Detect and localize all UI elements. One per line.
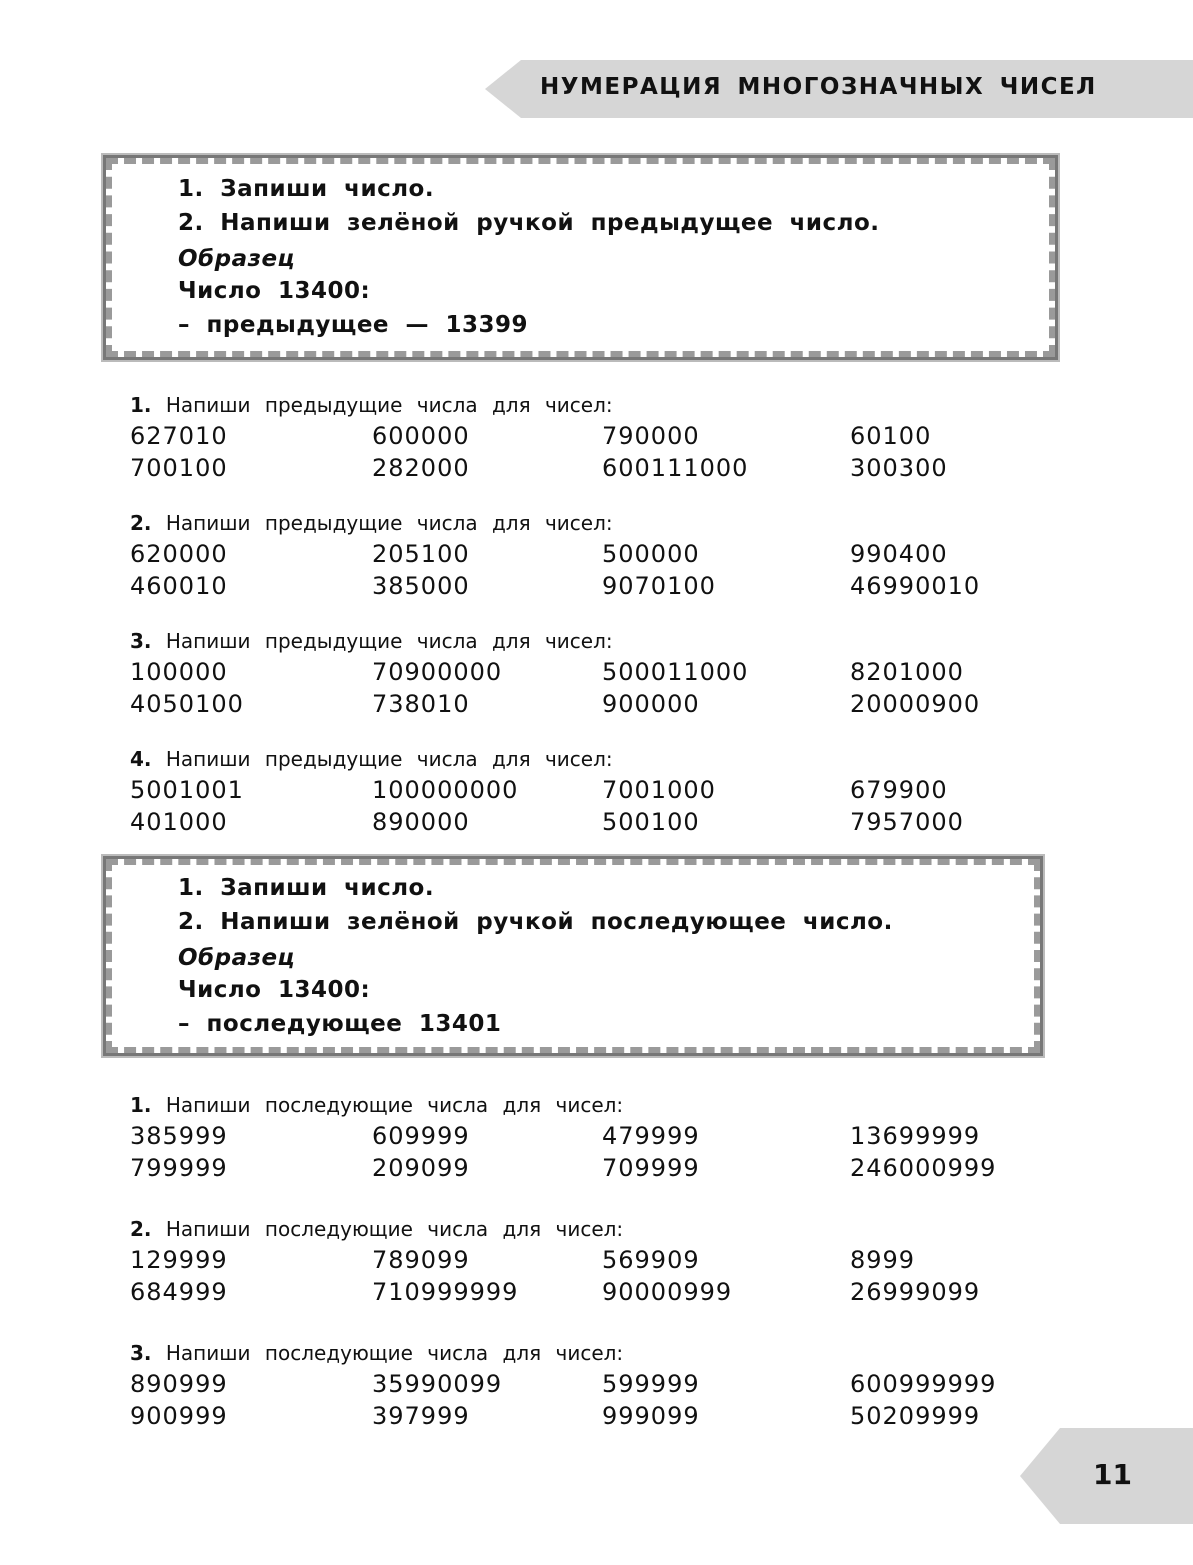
exercise-previous-4 <box>130 744 1130 838</box>
number-cell: 999099 <box>602 1402 700 1430</box>
number-row <box>130 1152 1130 1184</box>
number-cell: 8999 <box>850 1246 916 1274</box>
number-row <box>130 420 1130 452</box>
number-cell: 385000 <box>372 572 470 600</box>
number-cell: 7001000 <box>602 776 716 804</box>
number-cell: 600000 <box>372 422 470 450</box>
number-cell: 600999999 <box>850 1370 997 1398</box>
number-cell: 4050100 <box>130 690 244 718</box>
sample-label: Образец <box>178 945 296 971</box>
number-cell: 679900 <box>850 776 948 804</box>
number-row <box>130 538 1130 570</box>
number-cell: 20000900 <box>850 690 981 718</box>
number-cell: 46990010 <box>850 572 981 600</box>
sample-number: Число 13400: <box>178 278 371 304</box>
number-row <box>130 1276 1130 1308</box>
number-cell: 500000 <box>602 540 700 568</box>
number-cell: 700100 <box>130 454 228 482</box>
number-cell: 500011000 <box>602 658 749 686</box>
rule-box-previous <box>103 155 1058 360</box>
number-row <box>130 656 1130 688</box>
number-row <box>130 806 1130 838</box>
number-cell: 8201000 <box>850 658 964 686</box>
exercise-heading: 4. Напиши предыдущие числа для чисел: <box>130 747 613 771</box>
number-row <box>130 688 1130 720</box>
exercise-previous-3 <box>130 626 1130 720</box>
number-cell: 479999 <box>602 1122 700 1150</box>
number-cell: 385999 <box>130 1122 228 1150</box>
rule-line-2: 2. Напиши зелёной ручкой последующее число. <box>178 909 893 935</box>
number-cell: 7957000 <box>850 808 964 836</box>
number-cell: 600111000 <box>602 454 749 482</box>
number-cell: 70900000 <box>372 658 503 686</box>
number-cell: 627010 <box>130 422 228 450</box>
exercise-next-2 <box>130 1214 1130 1308</box>
number-cell: 799999 <box>130 1154 228 1182</box>
number-cell: 13699999 <box>850 1122 981 1150</box>
number-cell: 900000 <box>602 690 700 718</box>
number-cell: 890999 <box>130 1370 228 1398</box>
exercise-heading: 2. Напиши последующие числа для чисел: <box>130 1217 624 1241</box>
number-cell: 35990099 <box>372 1370 503 1398</box>
number-cell: 738010 <box>372 690 470 718</box>
number-cell: 5001001 <box>130 776 244 804</box>
number-cell: 609999 <box>372 1122 470 1150</box>
page-number: 11 <box>1093 1458 1132 1491</box>
number-cell: 100000000 <box>372 776 519 804</box>
exercise-heading: 1. Напиши предыдущие числа для чисел: <box>130 393 613 417</box>
exercise-previous-1 <box>130 390 1130 484</box>
exercise-previous-2 <box>130 508 1130 602</box>
sample-label: Образец <box>178 246 296 272</box>
number-cell: 90000999 <box>602 1278 733 1306</box>
number-cell: 401000 <box>130 808 228 836</box>
number-cell: 684999 <box>130 1278 228 1306</box>
exercise-heading: 1. Напиши последующие числа для чисел: <box>130 1093 624 1117</box>
sample-answer: – последующее 13401 <box>178 1011 502 1037</box>
number-row <box>130 452 1130 484</box>
rule-line-2: 2. Напиши зелёной ручкой предыдущее число. <box>178 210 880 236</box>
number-row <box>130 570 1130 602</box>
number-cell: 205100 <box>372 540 470 568</box>
page-title: НУМЕРАЦИЯ МНОГОЗНАЧНЫХ ЧИСЕЛ <box>540 74 1097 100</box>
number-cell: 890000 <box>372 808 470 836</box>
rule-box-next <box>103 856 1043 1056</box>
number-row <box>130 1244 1130 1276</box>
number-cell: 500100 <box>602 808 700 836</box>
number-row <box>130 1120 1130 1152</box>
sample-number: Число 13400: <box>178 977 371 1003</box>
number-cell: 246000999 <box>850 1154 997 1182</box>
number-row <box>130 1400 1130 1432</box>
sample-answer: – предыдущее — 13399 <box>178 312 529 338</box>
number-cell: 129999 <box>130 1246 228 1274</box>
exercise-next-1 <box>130 1090 1130 1184</box>
number-cell: 26999099 <box>850 1278 981 1306</box>
exercise-next-3 <box>130 1338 1130 1432</box>
number-cell: 710999999 <box>372 1278 519 1306</box>
rule-line-1: 1. Запиши число. <box>178 875 435 901</box>
number-cell: 209099 <box>372 1154 470 1182</box>
number-cell: 789099 <box>372 1246 470 1274</box>
exercise-heading: 2. Напиши предыдущие числа для чисел: <box>130 511 613 535</box>
number-row <box>130 774 1130 806</box>
number-cell: 300300 <box>850 454 948 482</box>
exercise-heading: 3. Напиши предыдущие числа для чисел: <box>130 629 613 653</box>
number-cell: 620000 <box>130 540 228 568</box>
number-cell: 900999 <box>130 1402 228 1430</box>
number-cell: 599999 <box>602 1370 700 1398</box>
number-cell: 397999 <box>372 1402 470 1430</box>
exercise-heading: 3. Напиши последующие числа для чисел: <box>130 1341 624 1365</box>
number-cell: 282000 <box>372 454 470 482</box>
rule-line-1: 1. Запиши число. <box>178 176 435 202</box>
number-cell: 460010 <box>130 572 228 600</box>
number-cell: 790000 <box>602 422 700 450</box>
number-cell: 100000 <box>130 658 228 686</box>
number-cell: 569909 <box>602 1246 700 1274</box>
number-cell: 709999 <box>602 1154 700 1182</box>
number-cell: 990400 <box>850 540 948 568</box>
number-row <box>130 1368 1130 1400</box>
number-cell: 60100 <box>850 422 932 450</box>
number-cell: 50209999 <box>850 1402 981 1430</box>
number-cell: 9070100 <box>602 572 716 600</box>
